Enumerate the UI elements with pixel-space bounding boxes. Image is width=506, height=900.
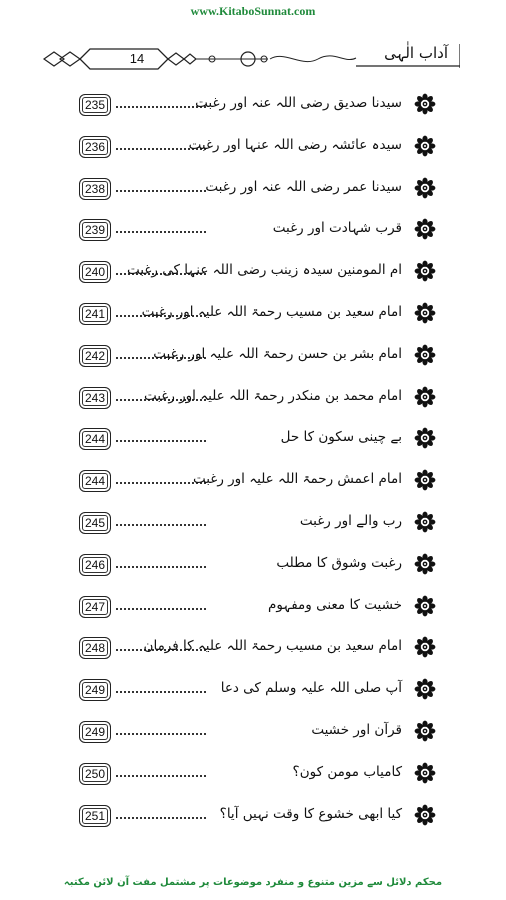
page-number-box: 244 [79,428,111,450]
toc-entry-title: کیا ابھی خشوع کا وقت نہیں آیا؟ [219,805,402,822]
flower-bullet-icon [414,804,436,826]
page-number-box: 241 [79,303,111,325]
toc-entry[interactable] [74,757,436,799]
toc-entry-title: سیدہ عائشہ رضی اللہ عنہا اور رغبت [188,136,402,153]
flower-bullet-icon [414,469,436,491]
dot-leader [116,733,206,735]
toc-entry[interactable] [74,506,436,548]
flower-bullet-icon [414,678,436,700]
toc-entry-title: قرآن اور خشیت [311,721,402,738]
flower-bullet-icon [414,636,436,658]
page-number-box: 244 [79,470,111,492]
toc-entry-title: رغبت وشوق کا مطلب [276,554,402,571]
site-url[interactable]: www.KitaboSunnat.com [190,4,316,18]
toc-entry[interactable] [74,422,436,464]
toc-entry[interactable] [74,255,436,297]
page-number: 14 [129,51,145,66]
dot-leader [116,817,206,819]
flower-bullet-icon [414,720,436,742]
toc-entry-title: آپ صلی اللہ علیہ وسلم کی دعا [220,680,402,697]
toc-entry-title: سیدنا صدیق رضی اللہ عنہ اور رغبت [195,95,402,111]
flower-bullet-icon [414,260,436,282]
dot-leader [116,608,206,610]
toc-entry-title: بے چینی سکون کا حل [280,429,402,446]
flower-bullet-icon [414,553,436,575]
toc-entry[interactable] [74,381,436,423]
toc-entry[interactable] [74,631,436,673]
flower-bullet-icon [414,762,436,784]
page-number-box: 249 [79,679,111,701]
toc-entry-title: امام محمد بن منکدر رحمۃ اللہ علیہ اور رغبت [143,387,402,404]
dot-leader [116,775,206,777]
toc-entry-title: امام بشر بن حسن رحمۃ اللہ علیہ اور رغبت [153,345,402,362]
toc-entry-title: خشیت کا معنی ومفہوم [267,596,402,613]
flower-bullet-icon [414,93,436,115]
flower-bullet-icon [414,595,436,617]
flower-bullet-icon [414,511,436,533]
page-number-box: 242 [79,345,111,367]
flower-bullet-icon [414,177,436,199]
toc-entry-title: رب والے اور رغبت [299,512,402,529]
toc-entry[interactable] [74,130,436,172]
page-number-box: 248 [79,637,111,659]
page-number-box: 250 [79,763,111,785]
dot-leader [116,440,206,442]
page-number-box: 249 [79,721,111,743]
toc-entry[interactable] [74,213,436,255]
dot-leader [116,524,206,526]
flower-bullet-icon [414,302,436,324]
running-title: آداب الٰہی [384,44,448,62]
toc-entry[interactable] [74,172,436,214]
toc-entry-title: امام اعمش رحمۃ اللہ علیہ اور رغبت [192,471,402,488]
flower-bullet-icon [414,218,436,240]
toc-entry-title: امام سعید بن مسیب رحمۃ اللہ علیہ کا فرمان [143,638,402,655]
page-number-box: 235 [79,94,111,116]
page-number-box: 238 [79,178,111,200]
toc-entry-title: امام سعید بن مسیب رحمۃ اللہ علیہ اور رغبت [141,303,402,320]
toc-entry[interactable] [74,339,436,381]
toc-entry[interactable] [74,548,436,590]
page-number-box: 245 [79,512,111,534]
flower-bullet-icon [414,427,436,449]
page-header [40,44,460,74]
toc-entry-title: ام المومنین سیدہ زینب رضی اللہ عنہا کی رغبت [127,262,402,279]
toc-entry[interactable] [74,297,436,339]
dot-leader [116,106,206,108]
toc-entry[interactable] [74,715,436,757]
toc-entry[interactable] [74,673,436,715]
page-number-box: 243 [79,387,111,409]
dot-leader [116,231,206,233]
flower-bullet-icon [414,135,436,157]
page-number-box: 247 [79,596,111,618]
toc-entry[interactable] [74,799,436,841]
toc-entry[interactable] [74,464,436,506]
dot-leader [116,691,206,693]
page-number-box: 239 [79,219,111,241]
dot-leader [116,190,206,192]
flower-bullet-icon [414,386,436,408]
toc-entry[interactable] [74,590,436,632]
page-number-box: 240 [79,261,111,283]
footer-text[interactable]: محکم دلائل سے مزین متنوع و منفرد موضوعات پر مشتمل مفت آن لائن مکتبہ [63,877,443,888]
dot-leader [116,566,206,568]
page-number-box: 236 [79,136,111,158]
toc-entry-title: کامیاب مومن کون؟ [292,763,402,780]
page-number-box: 246 [79,554,111,576]
toc-entry-title: قرب شہادت اور رغبت [272,220,402,237]
page-number-box: 251 [79,805,111,827]
toc-entry-title: سیدنا عمر رضی اللہ عنہ اور رغبت [205,178,402,195]
toc-entry[interactable] [74,88,436,130]
flower-bullet-icon [414,344,436,366]
table-of-contents [74,88,436,840]
